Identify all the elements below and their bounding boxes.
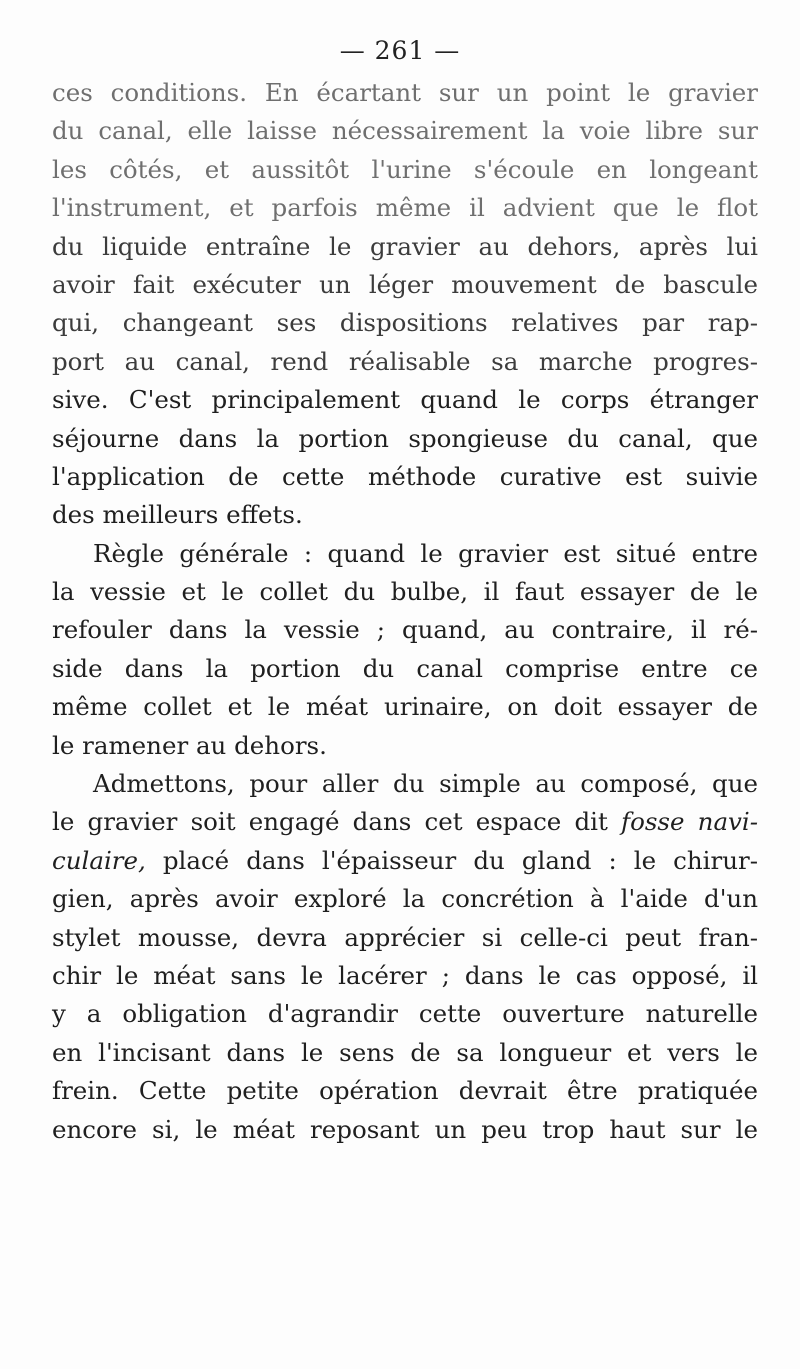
text-line: même collet et le méat urinaire, on doit essayer de <box>52 692 758 722</box>
text-line: la vessie et le collet du bulbe, il faut essayer de le <box>52 577 758 607</box>
text-line: gien, après avoir exploré la concrétion à l'aide d'un <box>52 884 758 914</box>
paragraph-first-line: Admettons, pour aller du simple au composé, que <box>93 769 758 799</box>
text-line: avoir fait exécuter un léger mouvement de bascule <box>52 269 758 299</box>
paragraph-first-line: Règle générale : quand le gravier est situé entre <box>93 538 758 568</box>
text-line: du liquide entraîne le gravier au dehors, après lui <box>52 231 758 261</box>
text-line: séjourne dans la portion spongieuse du canal, que <box>52 423 758 453</box>
italic-term: fosse navi- <box>621 807 759 837</box>
text-line: des meilleurs effets. <box>52 500 303 530</box>
text-line: stylet mousse, devra apprécier si celle-ci peut fran- <box>52 922 758 952</box>
text-line: frein. Cette petite opération devrait être pratiquée <box>52 1076 758 1106</box>
text-line: port au canal, rend réalisable sa marche progres- <box>52 346 758 376</box>
text-line: en l'incisant dans le sens de sa longueur et vers le <box>52 1037 758 1067</box>
text-line: qui, changeant ses dispositions relatives par rap- <box>52 308 758 338</box>
text-line: l'instrument, et parfois même il advient que le flot <box>52 193 758 223</box>
text-line: du canal, elle laisse nécessairement la voie libre sur <box>52 116 758 146</box>
page-number-header: — 261 — <box>339 36 461 65</box>
body-text <box>52 74 758 1149</box>
text-line <box>52 842 758 880</box>
text-run: placé dans l'épaisseur du gland : le chirur- <box>145 845 758 875</box>
text-line: le ramener au dehors. <box>52 730 327 760</box>
italic-term: culaire, <box>52 845 146 875</box>
text-line <box>52 803 758 841</box>
text-line: sive. C'est principalement quand le corps étranger <box>52 385 758 415</box>
text-line: side dans la portion du canal comprise entre ce <box>52 653 758 683</box>
text-line: encore si, le méat reposant un peu trop haut sur le <box>52 1114 758 1144</box>
text-line: y a obligation d'agrandir cette ouverture naturelle <box>52 999 758 1029</box>
text-line: refouler dans la vessie ; quand, au contraire, il ré- <box>52 615 758 645</box>
text-line: ces conditions. En écartant sur un point le gravier <box>52 78 758 107</box>
text-line: l'application de cette méthode curative est suivie <box>52 461 758 491</box>
text-line: les côtés, et aussitôt l'urine s'écoule en longeant <box>52 154 758 184</box>
text-line: chir le méat sans le lacérer ; dans le cas opposé, il <box>52 960 758 990</box>
text-run: le gravier soit engagé dans cet espace dit <box>52 807 622 837</box>
